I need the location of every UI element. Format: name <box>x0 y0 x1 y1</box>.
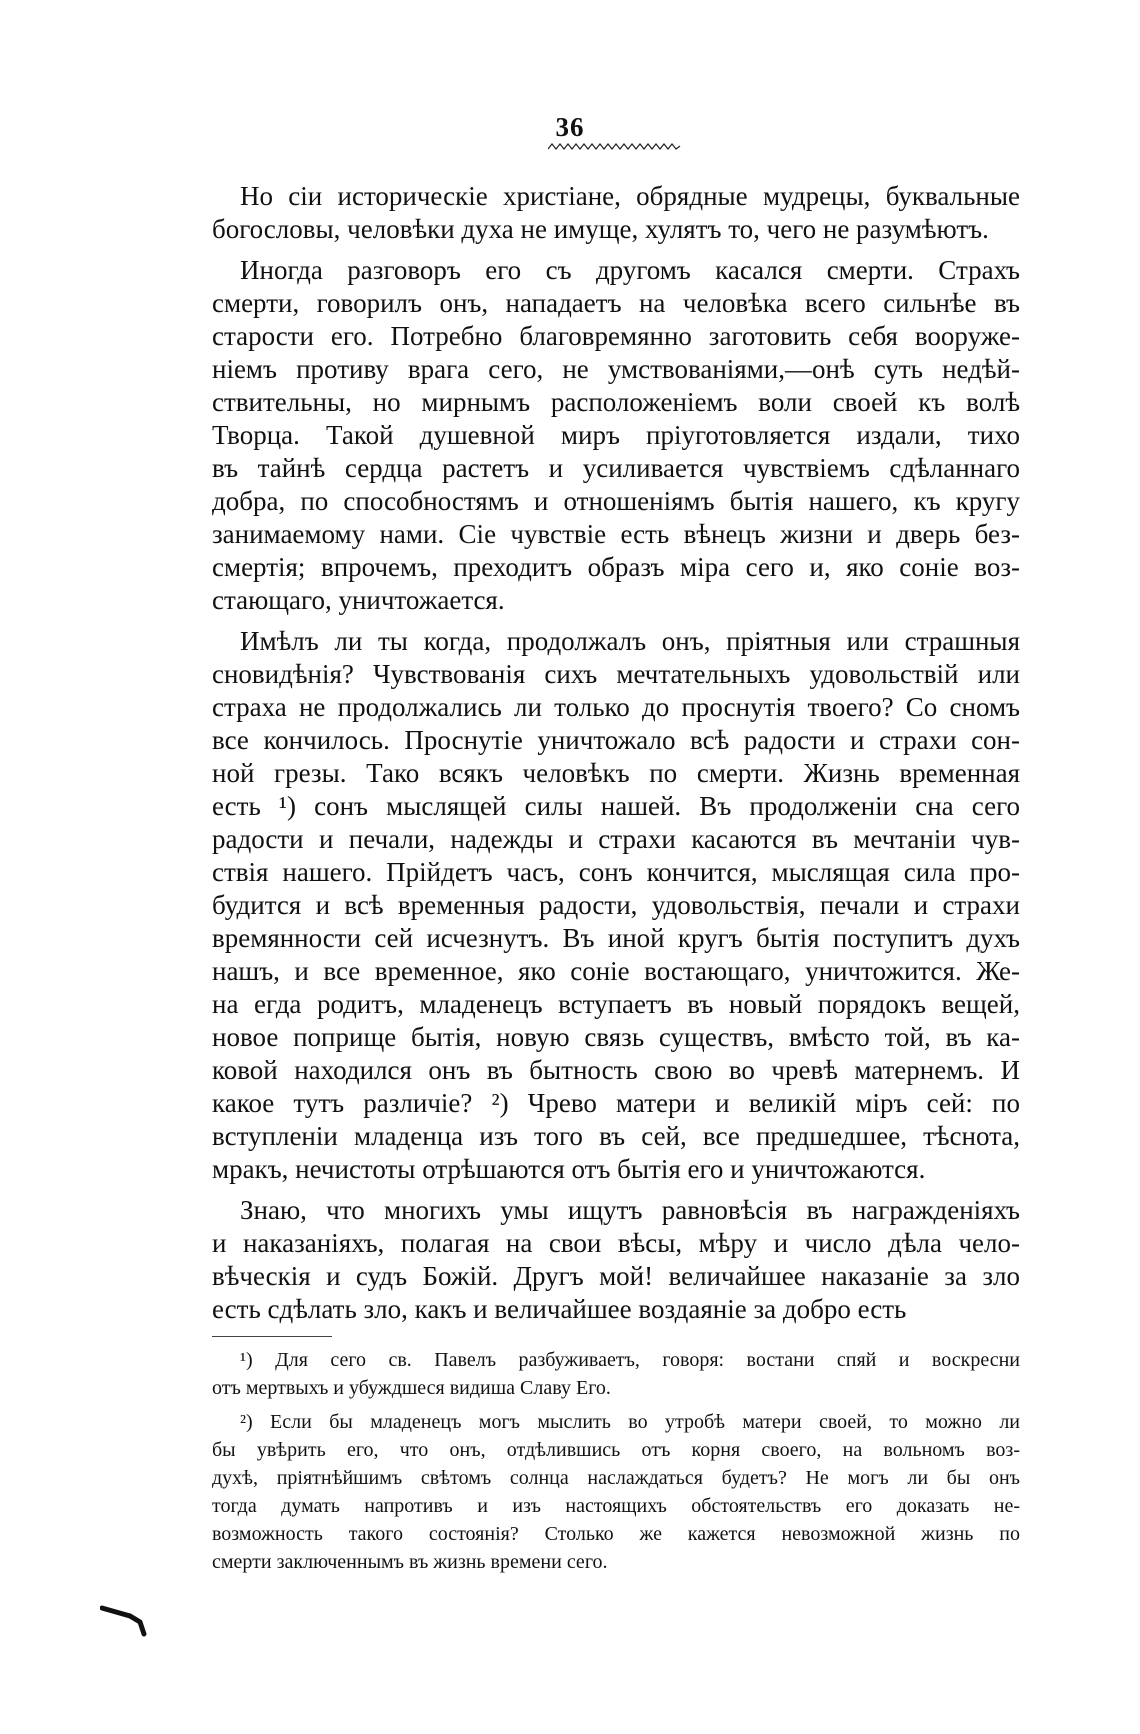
footnote-line: ¹) Для сего св. Павелъ разбуживаетъ, говоря: востани спяй и воскресни <box>240 1349 1020 1371</box>
footnote <box>212 1408 1020 1576</box>
text-line: радости и печали, надежды и страхи касаются въ мечтаніи чув- <box>212 824 1020 854</box>
text-line: новое поприще бытія, новую связь существъ, вмѣсто той, въ ка- <box>212 1022 1020 1052</box>
text-line: ствительны, но мирнымъ расположеніемъ воли своей къ волѣ <box>212 387 1020 417</box>
page-number-ornament <box>548 141 682 151</box>
text-line: и наказаніяхъ, полагая на свои вѣсы, мѣру и число дѣла чело- <box>212 1228 1020 1258</box>
text-line: Имѣлъ ли ты когда, продолжалъ онъ, пріятныя или страшныя <box>240 626 1020 656</box>
text-line: вступленіи младенца изъ того въ сей, все предшедшее, тѣснота, <box>212 1121 1020 1151</box>
text-line: времянности сей исчезнутъ. Въ иной кругъ бытія поступитъ духъ <box>212 923 1020 953</box>
stray-ink-mark <box>100 1600 160 1640</box>
text-line: сновидѣнія? Чувствованія сихъ мечтательныхъ удовольствій или <box>212 659 1020 689</box>
footnote <box>212 1346 1020 1402</box>
paragraph-gap <box>212 246 1020 254</box>
text-line: ковой находился онъ въ бытность свою во чревѣ матернемъ. И <box>212 1055 1020 1085</box>
footnote-line: возможность такого состоянія? Столько же кажется невозможной жизнь по <box>212 1523 1020 1545</box>
footnotes <box>212 1346 1020 1576</box>
paragraph <box>212 180 1020 246</box>
page-number: 36 <box>555 112 585 142</box>
footnote-line: отъ мертвыхъ и убуждшеся видиша Славу Его. <box>212 1377 611 1399</box>
text-line: Знаю, что многихъ умы ищутъ равновѣсія въ награжденіяхъ <box>240 1195 1020 1225</box>
text-line: на егда родитъ, младенецъ вступаетъ въ новый порядокъ вещей, <box>212 989 1020 1019</box>
text-line: старости его. Потребно благовремянно заготовить себя вооруже- <box>212 321 1020 351</box>
text-line: добра, по способностямъ и отношеніямъ бытія нашего, къ кругу <box>212 486 1020 516</box>
text-line: въ тайнѣ сердца растетъ и усиливается чувствіемъ сдѣланнаго <box>212 453 1020 483</box>
text-line: ствія нашего. Прійдетъ часъ, сонъ кончится, мыслящая сила про- <box>212 857 1020 887</box>
paragraph <box>212 1194 1020 1326</box>
text-line: смертія; впрочемъ, преходитъ образъ міра сего и, яко соніе воз- <box>212 552 1020 582</box>
footnote-line: тогда думать напротивъ и изъ настоящихъ обстоятельствъ его доказать не- <box>212 1495 1020 1517</box>
text-line: есть сдѣлать зло, какъ и величайшее воздаяніе за добро есть <box>212 1294 907 1324</box>
footnote-line: ²) Если бы младенецъ могъ мыслить во утробѣ матери своей, то можно ли <box>240 1411 1020 1433</box>
text-line: все кончилось. Проснутіе уничтожало всѣ радости и страхи сон- <box>212 725 1020 755</box>
text-line: ніемъ противу врага сего, не умствованіями,—онѣ суть недѣй- <box>212 354 1020 384</box>
body-text <box>212 180 1020 1326</box>
text-line: Но сіи историческіе христіане, обрядные мудрецы, буквальные <box>240 181 1020 211</box>
text-line: Творца. Такой душевной миръ пріуготовляется издали, тихо <box>212 420 1020 450</box>
text-line: какое тутъ различіе? ²) Чрево матери и великій міръ сей: по <box>212 1088 1020 1118</box>
paragraph <box>212 254 1020 617</box>
footnote-divider <box>212 1336 332 1337</box>
text-line: богословы, человѣки духа не имуще, хулятъ то, чего не разумѣютъ. <box>212 214 989 244</box>
text-line: вѣческія и судъ Божій. Другъ мой! величайшее наказаніе за зло <box>212 1261 1020 1291</box>
paragraph-gap <box>212 1186 1020 1194</box>
text-line: страха не продолжались ли только до проснутія твоего? Со сномъ <box>212 692 1020 722</box>
text-line: будится и всѣ временныя радости, удовольствія, печали и страхи <box>212 890 1020 920</box>
text-line: мракъ, нечистоты отрѣшаются отъ бытія его и уничтожаются. <box>212 1154 926 1184</box>
footnote-line: бы увѣрить его, что онъ, отдѣлившись отъ корня своего, на вольномъ воз- <box>212 1439 1020 1461</box>
text-line: ной грезы. Тако всякъ человѣкъ по смерти. Жизнь временная <box>212 758 1020 788</box>
text-line: нашъ, и все временное, яко соніе востающаго, уничтожится. Же- <box>212 956 1020 986</box>
text-line: занимаемому нами. Сіе чувствіе есть вѣнецъ жизни и дверь без- <box>212 519 1020 549</box>
footnote-line: смерти заключеннымъ въ жизнь времени сего. <box>212 1551 608 1573</box>
paragraph <box>212 625 1020 1186</box>
text-line: смерти, говорилъ онъ, нападаетъ на человѣка всего сильнѣе въ <box>212 288 1020 318</box>
footnote-line: духѣ, пріятнѣйшимъ свѣтомъ солнца наслаждаться будетъ? Не могъ ли бы онъ <box>212 1467 1020 1489</box>
text-line: Иногда разговоръ его съ другомъ касался смерти. Страхъ <box>240 255 1020 285</box>
text-line: есть ¹) сонъ мыслящей силы нашей. Въ продолженіи сна сего <box>212 791 1020 821</box>
text-line: стающаго, уничтожается. <box>212 585 505 615</box>
paragraph-gap <box>212 617 1020 625</box>
